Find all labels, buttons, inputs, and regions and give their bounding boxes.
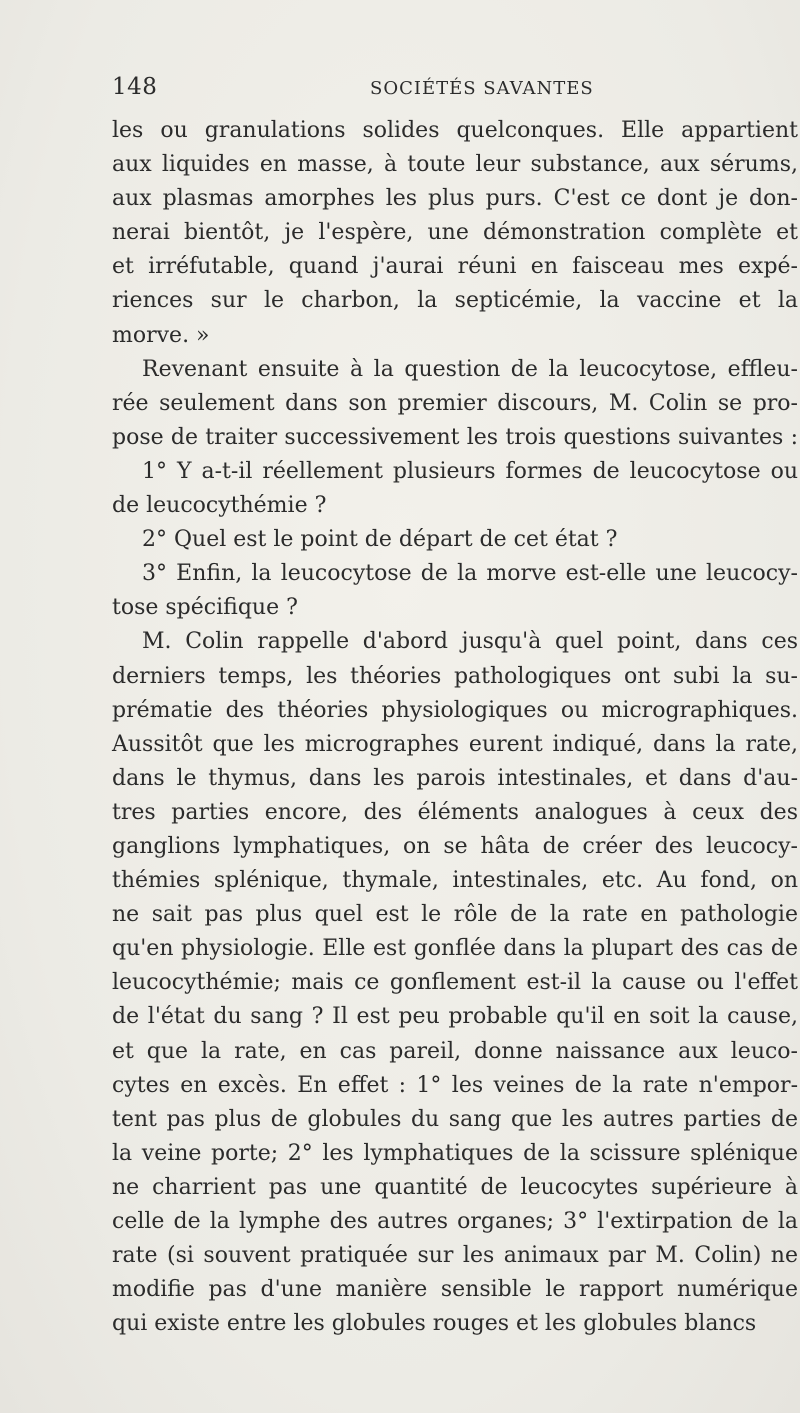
text-line: ganglions lymphatiques, on se hâta de créer des leucocy- — [112, 833, 798, 859]
running-title: SOCIÉTÉS SAVANTES — [370, 78, 594, 99]
text-line: pose de traiter successivement les trois questions suivantes : — [112, 424, 798, 450]
text-line: rée seulement dans son premier discours, M. Colin se pro- — [112, 390, 798, 416]
text-line: leucocythémie; mais ce gonflement est-il la cause ou l'effet — [112, 970, 798, 996]
text-line: celle de la lymphe des autres organes; 3° l'extirpation de la — [112, 1209, 798, 1234]
text-line: riences sur le charbon, la septicémie, la vaccine et la — [112, 288, 798, 314]
text-line: tent pas plus de globules du sang que les autres parties de — [112, 1106, 798, 1132]
text-line: modifie pas d'une manière sensible le rapport numérique — [112, 1277, 798, 1303]
text-line: et que la rate, en cas pareil, donne naissance aux leuco- — [112, 1038, 798, 1064]
text-line: cytes en excès. En effet : 1° les veines de la rate n'empor- — [112, 1072, 798, 1098]
text-line: nerai bientôt, je l'espère, une démonstration complète et — [112, 220, 798, 246]
text-line: et irréfutable, quand j'aurai réuni en faisceau mes expé- — [112, 254, 798, 280]
text-line: 2° Quel est le point de départ de cet état ? — [142, 527, 618, 553]
text-line: 3° Enfin, la leucocytose de la morve est-elle une leucocy- — [142, 561, 798, 587]
text-line: aux liquides en masse, à toute leur substance, aux sérums, — [112, 152, 798, 178]
text-line: rate (si souvent pratiquée sur les animaux par M. Colin) ne — [112, 1243, 798, 1269]
text-line: de leucocythémie ? — [112, 493, 327, 519]
text-line: dans le thymus, dans les parois intestinales, et dans d'au- — [112, 765, 798, 791]
page-header — [112, 74, 784, 108]
text-line: ne sait pas plus quel est le rôle de la rate en pathologie — [112, 902, 798, 928]
page-number: 148 — [112, 74, 158, 100]
text-line: M. Colin rappelle d'abord jusqu'à quel point, dans ces — [142, 629, 798, 655]
text-line: tose spécifique ? — [112, 595, 298, 621]
text-line: morve. » — [112, 322, 210, 348]
text-line: prématie des théories physiologiques ou micrographiques. — [112, 697, 798, 723]
text-line: tres parties encore, des éléments analogues à ceux des — [112, 799, 798, 825]
text-line: aux plasmas amorphes les plus purs. C'est ce dont je don- — [112, 186, 798, 212]
text-line: derniers temps, les théories pathologiques ont subi la su- — [112, 663, 798, 689]
text-line: qu'en physiologie. Elle est gonflée dans la plupart des cas de — [112, 936, 798, 962]
body-text — [112, 114, 798, 1341]
text-line: les ou granulations solides quelconques. Elle appartient — [112, 118, 798, 143]
text-line: Revenant ensuite à la question de la leucocytose, effleu- — [142, 356, 798, 382]
text-line: thémies splénique, thymale, intestinales, etc. Au fond, on — [112, 868, 798, 894]
text-line: qui existe entre les globules rouges et les globules blancs — [112, 1311, 757, 1337]
text-line: Aussitôt que les micrographes eurent indiqué, dans la rate, — [112, 731, 798, 757]
text-line: de l'état du sang ? Il est peu probable qu'il en soit la cause, — [112, 1004, 798, 1030]
text-line: ne charrient pas une quantité de leucocytes supérieure à — [112, 1174, 798, 1200]
text-line: la veine porte; 2° les lymphatiques de la scissure splénique — [112, 1140, 798, 1166]
text-line: 1° Y a-t-il réellement plusieurs formes de leucocytose ou — [142, 458, 798, 484]
